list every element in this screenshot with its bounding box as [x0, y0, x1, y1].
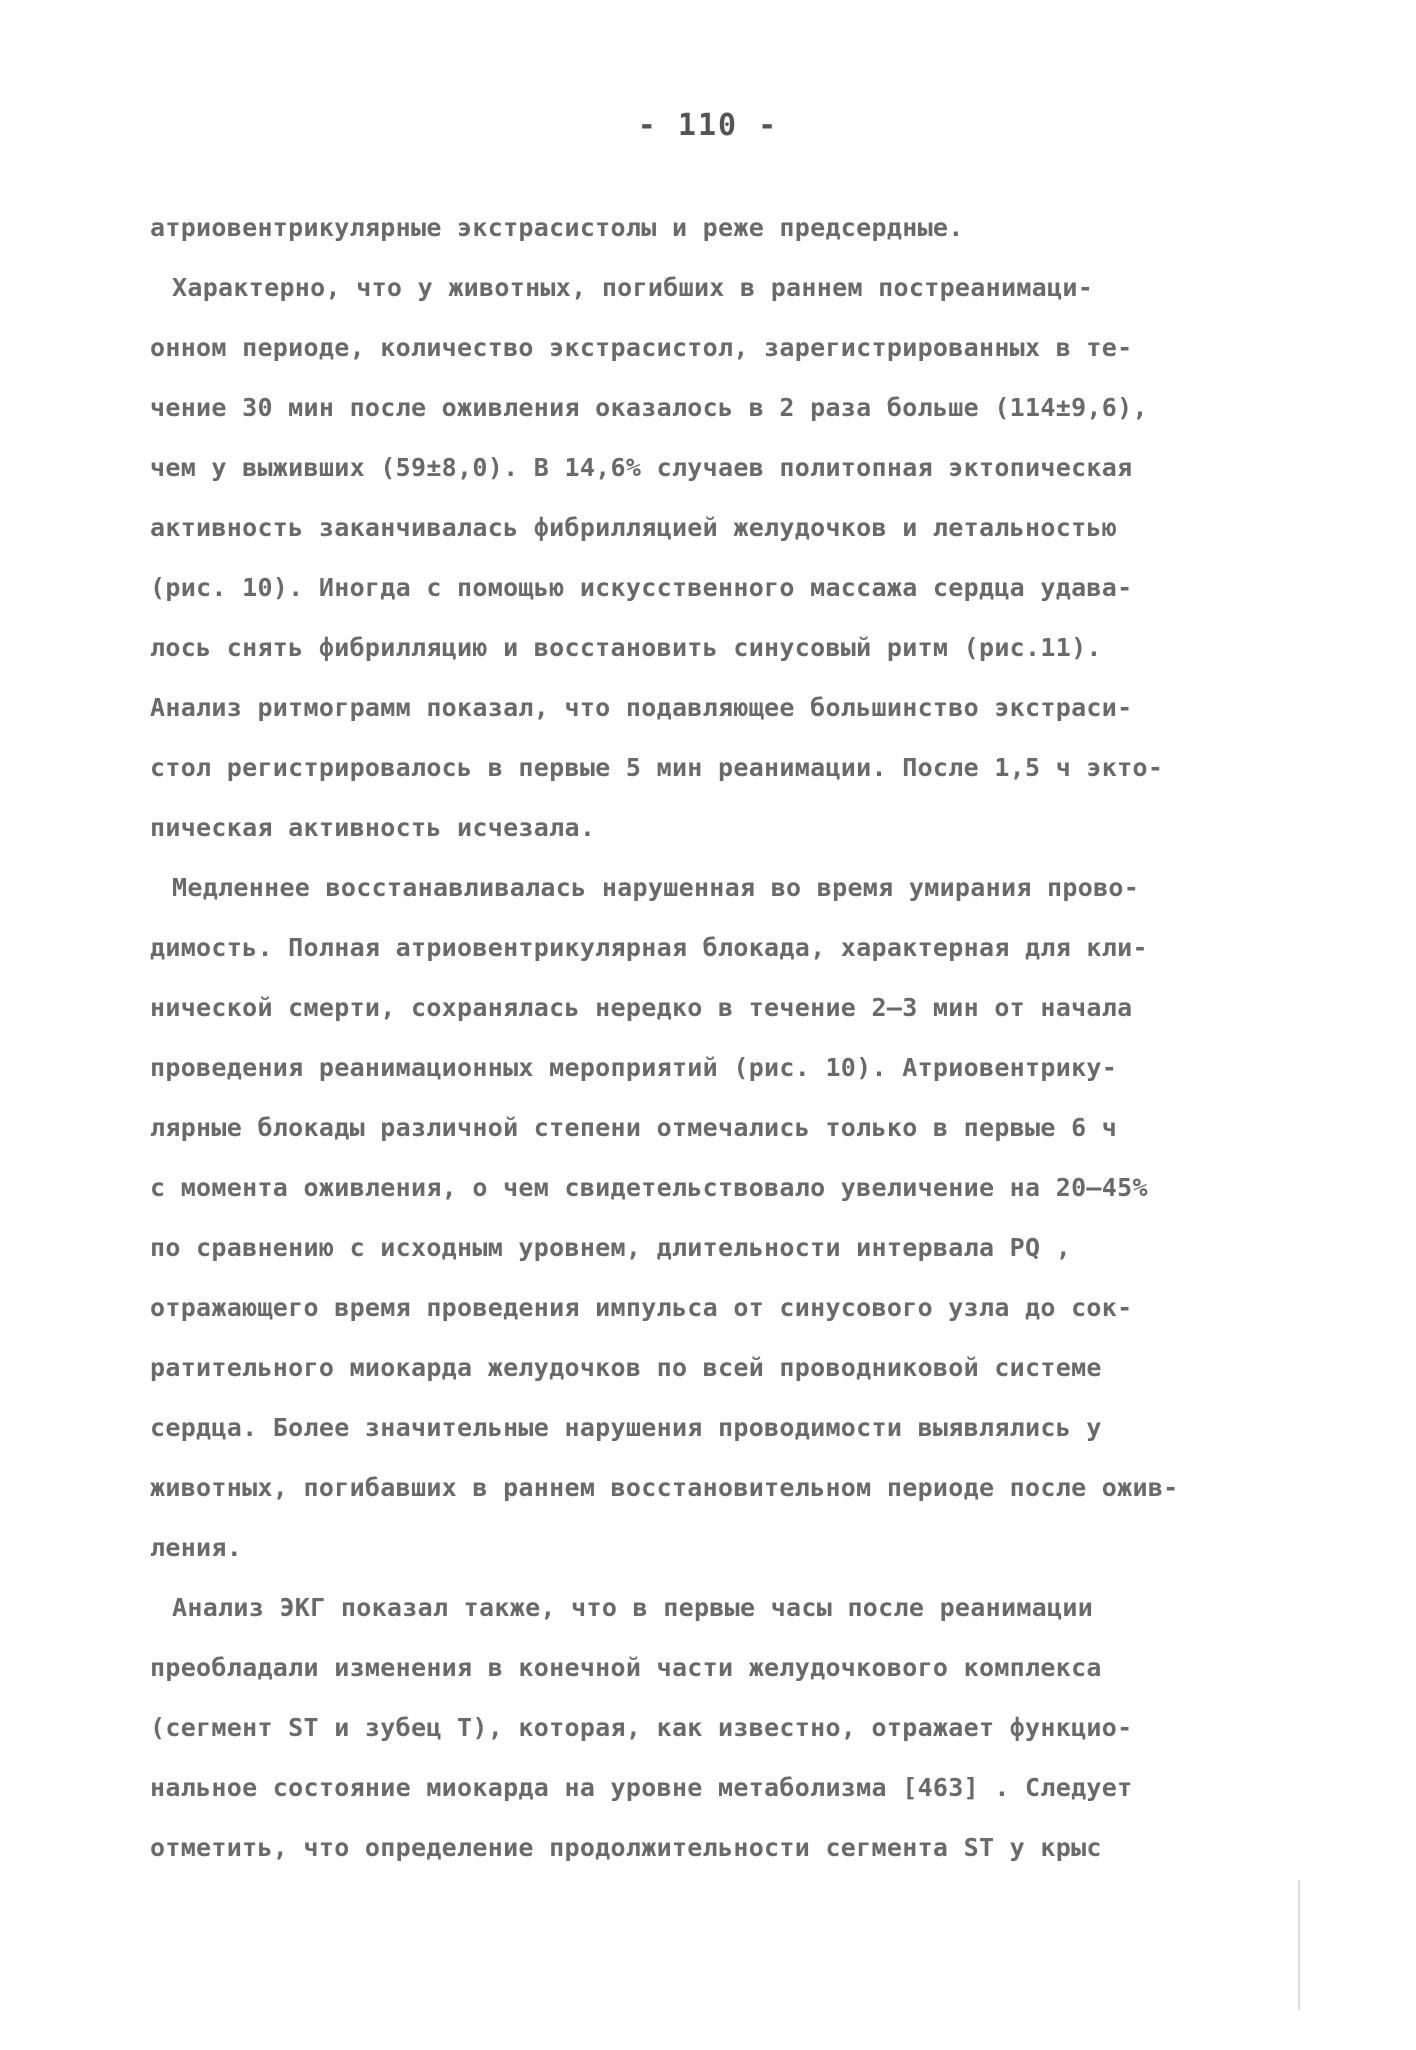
text-line: Характерно, что у животных, погибших в раннем постреанимаци-: [172, 273, 1094, 302]
text-line: нальное состояние миокарда на уровне метаболизма [463] . Следует: [150, 1773, 1133, 1802]
text-line: ратительного миокарда желудочков по всей проводниковой системе: [150, 1353, 1102, 1382]
text-line: чем у выживших (59±8,0). В 14,6% случаев политопная эктопическая: [150, 453, 1133, 482]
text-line: Медленнее восстанавливалась нарушенная во время умирания прово-: [172, 873, 1140, 902]
text-line: (рис. 10). Иногда с помощью искусственного массажа сердца удава-: [150, 573, 1133, 602]
text-line: проведения реанимационных мероприятий (рис. 10). Атриовентрику-: [150, 1053, 1118, 1082]
text-line: преобладали изменения в конечной части желудочкового комплекса: [150, 1653, 1102, 1682]
body-text: [150, 198, 1270, 1878]
text-line: Анализ ритмограмм показал, что подавляющее большинство экстраси-: [150, 693, 1133, 722]
text-line: Анализ ЭКГ показал также, что в первые часы после реанимации: [172, 1593, 1094, 1622]
text-line: с момента оживления, о чем свидетельствовало увеличение на 20–45%: [150, 1173, 1148, 1202]
text-line: чение 30 мин после оживления оказалось в 2 раза больше (114±9,6),: [150, 393, 1148, 422]
text-line: стол регистрировалось в первые 5 мин реанимации. После 1,5 ч экто-: [150, 753, 1164, 782]
page-number: - 110 -: [637, 108, 779, 143]
text-line: отметить, что определение продолжительности сегмента ST у крыс: [150, 1833, 1102, 1862]
scan-edge-artifact: [1298, 1880, 1300, 2010]
text-line: по сравнению с исходным уровнем, длительности интервала PQ ,: [150, 1233, 1072, 1262]
text-line: димость. Полная атриовентрикулярная блокада, характерная для кли-: [150, 933, 1148, 962]
text-line: пическая активность исчезала.: [150, 813, 596, 842]
text-line: онном периоде, количество экстрасистол, зарегистрированных в те-: [150, 333, 1133, 362]
text-line: животных, погибавших в раннем восстановительном периоде после ожив-: [150, 1473, 1179, 1502]
text-line: (сегмент ST и зубец Т), которая, как известно, отражает функцио-: [150, 1713, 1133, 1742]
text-line: активность заканчивалась фибрилляцией желудочков и летальностью: [150, 513, 1118, 542]
text-line: лярные блокады различной степени отмечались только в первые 6 ч: [150, 1113, 1118, 1142]
text-line: нической смерти, сохранялась нередко в течение 2–3 мин от начала: [150, 993, 1133, 1022]
text-line: ления.: [150, 1533, 243, 1562]
text-line: атриовентрикулярные экстрасистолы и реже предсердные.: [150, 213, 964, 242]
text-line: сердца. Более значительные нарушения проводимости выявлялись у: [150, 1413, 1102, 1442]
text-line: отражающего время проведения импульса от синусового узла до сок-: [150, 1293, 1133, 1322]
text-line: лось снять фибрилляцию и восстановить синусовый ритм (рис.11).: [150, 633, 1102, 662]
